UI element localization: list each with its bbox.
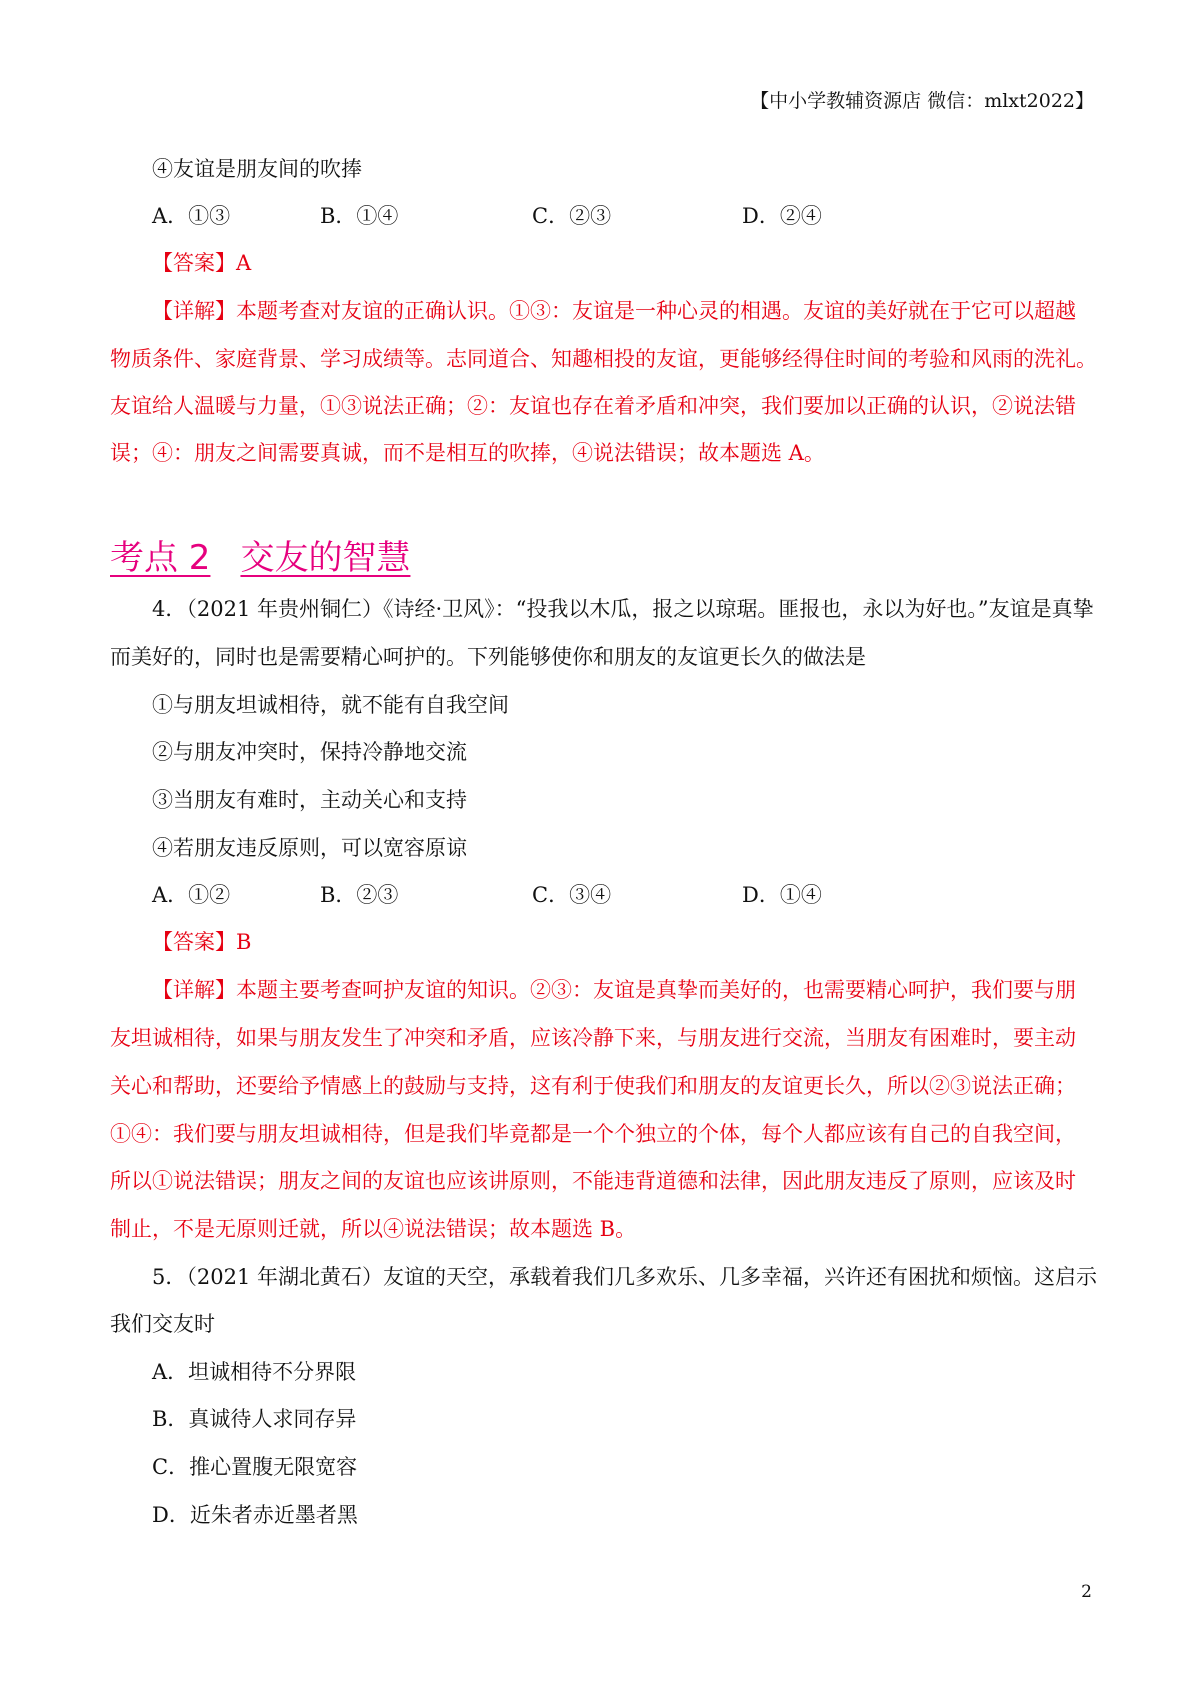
q3-option-b: B．①④ — [320, 204, 399, 228]
q5-stem-line: 我们交友时 — [110, 1312, 215, 1336]
q4-explanation-line: 制止，不是无原则迁就，所以④说法错误；故本题选 B。 — [110, 1217, 637, 1241]
q4-item: ①与朋友坦诚相待，就不能有自我空间 — [152, 693, 509, 717]
q3-explanation-line: 友谊给人温暖与力量，①③说法正确；②：友谊也存在着矛盾和冲突，我们要加以正确的认识，②说法错 — [110, 394, 1076, 418]
section-heading — [110, 530, 410, 579]
q3-answer: 【答案】A — [152, 251, 252, 275]
q5-option-a: A．坦诚相待不分界限 — [152, 1360, 357, 1384]
q4-item: ③当朋友有难时，主动关心和支持 — [152, 788, 467, 812]
q5-option-d: D．近朱者赤近墨者黑 — [152, 1503, 358, 1527]
q4-item: ④若朋友违反原则，可以宽容原谅 — [152, 836, 467, 860]
q3-explanation-line: 误；④：朋友之间需要真诚，而不是相互的吹捧，④说法错误；故本题选 A。 — [110, 441, 825, 465]
q3-explanation-line: 【详解】本题考查对友谊的正确认识。①③：友谊是一种心灵的相遇。友谊的美好就在于它可以超越 — [152, 299, 1076, 323]
q4-item: ②与朋友冲突时，保持冷静地交流 — [152, 740, 467, 764]
q4-stem-line: 而美好的，同时也是需要精心呵护的。下列能够使你和朋友的友谊更长久的做法是 — [110, 645, 866, 669]
q4-option-d: D．①④ — [742, 883, 822, 907]
q3-option-d: D．②④ — [742, 204, 822, 228]
q5-option-b: B．真诚待人求同存异 — [152, 1407, 357, 1431]
q4-explanation-line: 所以①说法错误；朋友之间的友谊也应该讲原则，不能违背道德和法律，因此朋友违反了原则，应该及时 — [110, 1169, 1076, 1193]
q3-option-c: C．②③ — [532, 204, 612, 228]
q5-stem-line: 5．（2021 年湖北黄石）友谊的天空，承载着我们几多欢乐、几多幸福，兴许还有困扰和烦恼。这启示 — [152, 1265, 1097, 1289]
q4-stem-line: 4．（2021 年贵州铜仁）《诗经·卫风》：“投我以木瓜，报之以琼琚。匪报也，永以为好也。”友谊是真挚 — [152, 597, 1094, 621]
q4-option-a: A．①② — [152, 883, 231, 907]
q4-option-b: B．②③ — [320, 883, 399, 907]
section-label: 考点 2 — [110, 538, 211, 578]
page-number: 2 — [1081, 1582, 1092, 1602]
q4-explanation-line: ①④：我们要与朋友坦诚相待，但是我们毕竟都是一个个独立的个体，每个人都应该有自己的自我空间， — [110, 1122, 1076, 1146]
q3-explanation-line: 物质条件、家庭背景、学习成绩等。志同道合、知趣相投的友谊，更能够经得住时间的考验和风雨的洗礼。 — [110, 347, 1097, 371]
q3-item-4: ④友谊是朋友间的吹捧 — [152, 157, 362, 181]
q4-explanation-line: 【详解】本题主要考查呵护友谊的知识。②③：友谊是真挚而美好的，也需要精心呵护，我们要与朋 — [152, 978, 1076, 1002]
q4-answer: 【答案】B — [152, 930, 252, 954]
q4-option-c: C．③④ — [532, 883, 612, 907]
page-header: 【中小学教辅资源店 微信：mlxt2022】 — [750, 90, 1094, 112]
section-title: 交友的智慧 — [240, 538, 411, 578]
q5-option-c: C．推心置腹无限宽容 — [152, 1455, 358, 1479]
q4-explanation-line: 友坦诚相待，如果与朋友发生了冲突和矛盾，应该冷静下来，与朋友进行交流，当朋友有困难时，要主动 — [110, 1026, 1076, 1050]
q3-option-a: A．①③ — [152, 204, 231, 228]
q4-explanation-line: 关心和帮助，还要给予情感上的鼓励与支持，这有利于使我们和朋友的友谊更长久，所以②③说法正确； — [110, 1074, 1076, 1098]
